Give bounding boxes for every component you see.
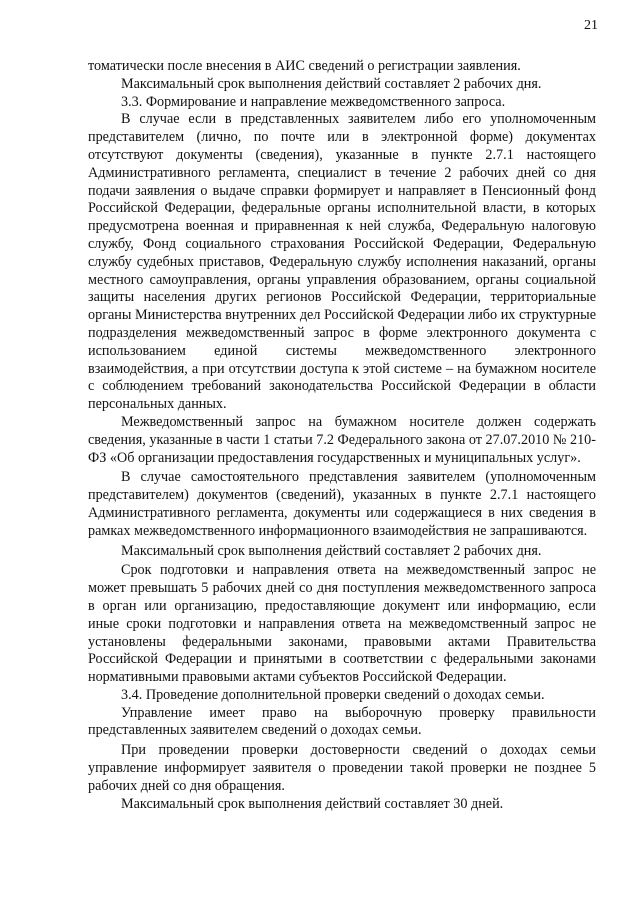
paragraph: Управление имеет право на выборочную проверку правильности представленных заявителем сведений о доходах семьи. [88,704,596,739]
page-number: 21 [584,18,598,33]
section-heading: 3.4. Проведение дополнительной проверки сведений о доходах семьи. [121,686,545,703]
paragraph: Максимальный срок выполнения действий составляет 30 дней. [121,795,504,812]
paragraph: томатически после внесения в АИС сведений о регистрации заявления. [88,58,521,74]
paragraph: В случае если в представленных заявителем либо его уполномоченным представителем (лично, по почте или в электронной форме) документах отсутствуют документы (сведения), указанные в пункте 2.7.1 настоящего Административного регламента, специалист в течение 2 рабочих дней со дня подачи заявления о выдаче справки формирует и направляет в Пенсионный фонд Российской Федерации, федеральные органы исполнительной власти, в которых предусмотрена военная и приравненная к ней служба, Федеральную налоговую службу, Фонд социального страхования Российской Федерации, Федеральную службу судебных приставов, Федеральную службу исполнения наказаний, органы местного самоуправления, органы управления образованием, органы социальной защиты населения других регионов Российской Федерации, территориальные органы Министерства внутренних дел Российской Федерации либо их структурные подразделения межведомственный запрос в форме электронного документа с использованием единой системы межведомственного электронного взаимодействия, а при отсутствии доступа к этой системе – на бумажном носителе с соблюдением требований законодательства Российской Федерации в области персональных данных. [88,111,596,413]
paragraph: Межведомственный запрос на бумажном носителе должен содержать сведения, указанные в части 1 статьи 7.2 Федерального закона от 27.07.2010 № 210-ФЗ «Об организации предоставления государственных и муниципальных услуг». [88,413,596,466]
section-heading: 3.3. Формирование и направление межведомственного запроса. [121,93,506,110]
paragraph: Максимальный срок выполнения действий составляет 2 рабочих дня. [121,542,542,559]
paragraph: В случае самостоятельного представления заявителем (уполномоченным представителем) документов (сведений), указанных в пункте 2.7.1 настоящего Административного регламента, документы или содержащиеся в них сведения в рамках межведомственного информационного взаимодействия не запрашиваются. [88,469,596,539]
paragraph: Срок подготовки и направления ответа на межведомственный запрос не может превышать 5 рабочих дней со дня поступления межведомственного запроса в орган или организацию, предоставляющие документ или информацию, если иные сроки подготовки и направления ответа на межведомственный запрос не установлены федеральными законами, правовыми актами Правительства Российской Федерации и принятыми в соответствии с федеральными законами нормативными правовыми актами субъектов Российской Федерации. [88,562,596,686]
paragraph: При проведении проверки достоверности сведений о доходах семьи управление информирует заявителя о проведении такой проверки не позднее 5 рабочих дней со дня обращения. [88,742,596,794]
document-body [88,58,596,813]
paragraph: Максимальный срок выполнения действий составляет 2 рабочих дня. [121,75,542,92]
